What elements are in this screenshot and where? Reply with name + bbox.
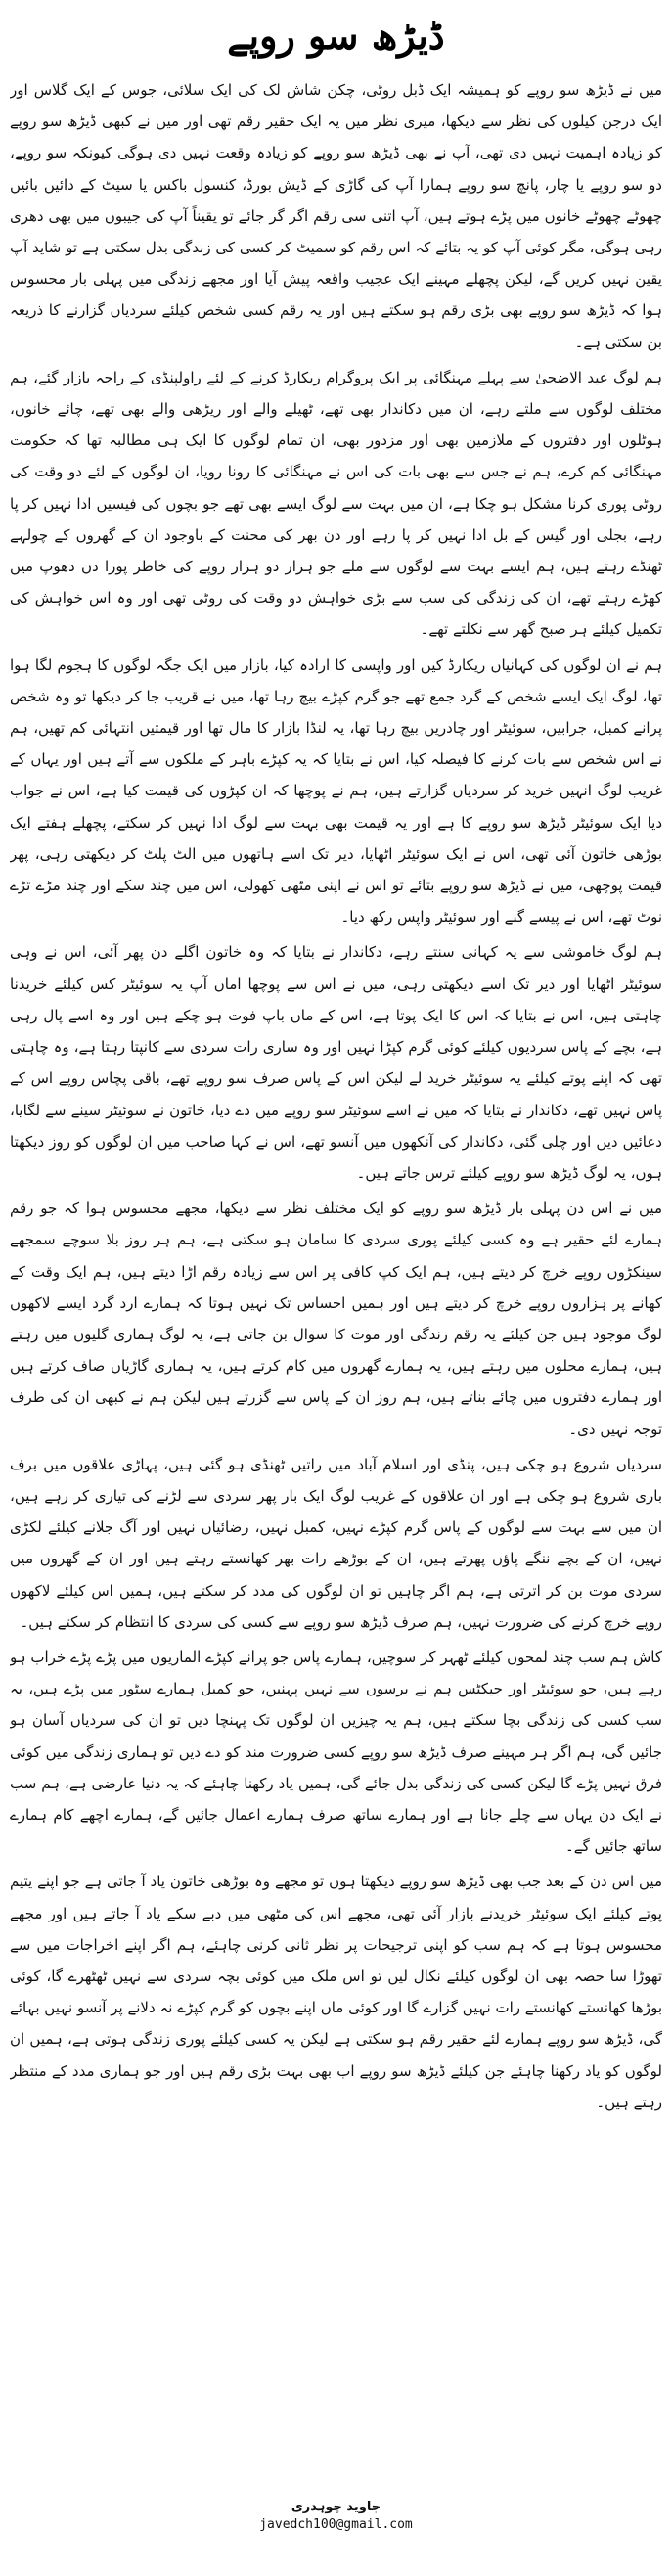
article-paragraph: ہم نے ان لوگوں کی کہانیاں ریکارڈ کیں اور واپسی کا ارادہ کیا، بازار میں ایک جگہ لوگوں کا ہجوم لگا ہوا تھا، لوگ ایک ایسے شخص کے گرد جمع تھے جو گرم کپڑے بیچ رہا تھا، میں نے قریب جا کر دیکھا تو وہ شخص پرانے کمبل، جرابیں، سوئیٹر اور چادریں بیچ رہا تھا، یہ لنڈا بازار کا مال تھا اور قیمتیں انتہائی کم تھیں، ہم نے اس شخص سے بات کرنے کا فیصلہ کیا، اس نے بتایا کہ یہ کپڑے باہر کے ملکوں سے آتے ہیں اور یہاں کے غریب لوگ انہیں خرید کر سردیاں گزارتے ہیں، ہم نے پوچھا کہ ان کپڑوں کی قیمت کیا ہے، اس نے جواب دیا ایک سوئیٹر ڈیڑھ سو روپے کا ہے اور یہ قیمت بھی بہت سے لوگ ادا نہیں کر سکتے، پچھلے ہفتے ایک بوڑھی خاتون آئی تھی، اس نے ایک سوئیٹر اٹھایا، دیر تک اسے ہاتھوں میں الٹ پلٹ کر دیکھتی رہی، پھر قیمت پوچھی، میں نے ڈیڑھ سو روپے بتائے تو اس نے اپنی مٹھی کھولی، اس میں چند سکے اور چند مڑے تڑے نوٹ تھے، اس نے پیسے گنے اور سوئیٹر واپس رکھ دیا۔: [10, 655, 662, 926]
article-paragraph: میں اس دن کے بعد جب بھی ڈیڑھ سو روپے دیکھتا ہوں تو مجھے وہ بوڑھی خاتون یاد آ جاتی ہے جو اپنے یتیم پوتے کیلئے ایک سوئیٹر خریدنے بازار آئی تھی، مجھے اس کی مٹھی میں دبے سکے یاد آ جاتے ہیں اور مجھے محسوس ہوتا ہے کہ ہم سب کو اپنی ترجیحات پر نظر ثانی کرنی چاہئے، ہم اگر اپنے اخراجات میں سے تھوڑا سا حصہ بھی ان لوگوں کیلئے نکال لیں تو اس ملک میں کوئی بچہ سردی سے نہیں ٹھٹھرے گا، کوئی بوڑھا کھانستے کھانستے رات نہیں گزارے گا اور کوئی ماں اپنے بچوں کو گرم کپڑے نہ دلانے پر آنسو نہیں بہائے گی، ڈیڑھ سو روپے ہمارے لئے حقیر رقم ہو سکتی ہے لیکن یہ کسی کیلئے پوری زندگی ہوتی ہے، ہمیں ان لوگوں کو یاد رکھنا چاہئے جن کیلئے ڈیڑھ سو روپے اب بھی بہت بڑی رقم ہیں اور جو ہماری مدد کے منتظر رہتے ہیں۔: [10, 1873, 662, 2111]
author-name: جاوید چوہدری: [291, 2500, 381, 2514]
author-email: javedch100@gmail.com: [259, 2517, 413, 2532]
article-body: [10, 74, 662, 2491]
article-title: ڈیڑھ سو روپے: [227, 14, 445, 58]
article-paragraph: ہم لوگ عید الاضحیٰ سے پہلے مہنگائی پر ایک پروگرام ریکارڈ کرنے کے لئے راولپنڈی کے راجہ بازار گئے، ہم مختلف لوگوں سے ملتے رہے، ان میں دکاندار بھی تھے، ٹھیلے والے اور ریڑھی والے بھی تھے، چائے خانوں، ہوٹلوں اور دفتروں کے ملازمین بھی اور مزدور بھی، ان تمام لوگوں کا ایک ہی مطالبہ تھا کہ حکومت مہنگائی کم کرے، ہم نے جس سے بھی بات کی اس نے مہنگائی کا رونا رویا، ان لوگوں کے لئے دو وقت کی روٹی پوری کرنا مشکل ہو چکا ہے، ان میں بہت سے لوگ ایسے بھی تھے جو بچوں کی فیسیں ادا نہیں کر پا رہے، بجلی اور گیس کے بل ادا نہیں کر پا رہے اور دن بھر کی محنت کے باوجود ان کے گھروں کے چولہے ٹھنڈے رہتے ہیں، ہم ایسے بہت سے لوگوں سے ملے جو ہزار دو ہزار روپے کی خاطر پورا دن دھوپ میں کھڑے رہتے تھے، ان کی زندگی کی سب سے بڑی خواہش دو وقت کی روٹی تھی اور وہ اس خواہش کی تکمیل کیلئے ہر صبح گھر سے نکلتے تھے۔: [10, 368, 662, 639]
byline: [10, 2499, 662, 2534]
article-paragraph: کاش ہم سب چند لمحوں کیلئے ٹھہر کر سوچیں، ہمارے پاس جو پرانے کپڑے الماریوں میں پڑے پڑے خراب ہو رہے ہیں، جو سوئیٹر اور جیکٹس ہم نے برسوں سے نہیں پہنیں، جو کمبل ہمارے سٹور میں پڑے ہیں، یہ سب کسی کی زندگی بچا سکتے ہیں، ہم یہ چیزیں ان لوگوں تک پہنچا دیں تو ان کی سردیاں آسان ہو جائیں گی، ہم اگر ہر مہینے صرف ڈیڑھ سو روپے کسی ضرورت مند کو دے دیں تو ہماری زندگی میں کوئی فرق نہیں پڑے گا لیکن کسی کی زندگی بدل جائے گی، ہمیں یاد رکھنا چاہئے کہ یہ دنیا عارضی ہے، ہم سب نے ایک دن یہاں سے چلے جانا ہے اور ہمارے ساتھ صرف ہمارے اعمال جائیں گے، ہمارے اچھے کام ہمارے ساتھ جائیں گے۔: [10, 1648, 662, 1856]
article-paragraph: سردیاں شروع ہو چکی ہیں، پنڈی اور اسلام آباد میں راتیں ٹھنڈی ہو گئی ہیں، پہاڑی علاقوں میں برف باری شروع ہو چکی ہے اور ان علاقوں کے غریب لوگ ایک بار پھر سردی سے لڑنے کی تیاری کر رہے ہیں، ان میں سے بہت سے لوگوں کے پاس گرم کپڑے نہیں، کمبل نہیں، رضائیاں نہیں اور آگ جلانے کیلئے لکڑی نہیں، ان کے بچے ننگے پاؤں پھرتے ہیں، ان کے بوڑھے رات بھر کھانستے رہتے ہیں اور ان کے گھروں میں سردی موت بن کر اترتی ہے، ہم اگر چاہیں تو ان لوگوں کی مدد کر سکتے ہیں، ہمیں اس کیلئے لاکھوں روپے خرچ کرنے کی ضرورت نہیں، ہم صرف ڈیڑھ سو روپے سے کسی کی سردی کا انتظام کر سکتے ہیں۔: [10, 1455, 662, 1631]
article-paragraph: ہم لوگ خاموشی سے یہ کہانی سنتے رہے، دکاندار نے بتایا کہ وہ خاتون اگلے دن پھر آئی، اس نے وہی سوئیٹر اٹھایا اور دیر تک اسے دیکھتی رہی، میں نے اس سے پوچھا اماں آپ یہ سوئیٹر کس کیلئے خریدنا چاہتی ہیں، اس نے بتایا کہ اس کا ایک پوتا ہے، اس کے ماں باپ فوت ہو چکے ہیں اور وہ اسے پال رہی ہے، بچے کے پاس سردیوں کیلئے کوئی گرم کپڑا نہیں اور وہ ساری رات سردی سے کانپتا رہتا ہے، وہ چاہتی تھی کہ اپنے پوتے کیلئے یہ سوئیٹر خرید لے لیکن اس کے پاس صرف سو روپے تھے، باقی پچاس روپے اس کے پاس نہیں تھے، دکاندار نے بتایا کہ میں نے اسے سوئیٹر سو روپے میں دے دیا، خاتون نے سوئیٹر سینے سے لگایا، دعائیں دیں اور چلی گئی، دکاندار کی آنکھوں میں آنسو تھے، اس نے کہا صاحب میں ان لوگوں کو روز دیکھتا ہوں، یہ لوگ ڈیڑھ سو روپے کیلئے ترس جاتے ہیں۔: [10, 943, 662, 1182]
article-paragraph: میں نے ڈیڑھ سو روپے کو ہمیشہ ایک ڈبل روٹی، چکن شاش لک کی ایک سلائی، جوس کے ایک گلاس اور ایک درجن کیلوں کی نظر سے دیکھا، میری نظر میں یہ ایک حقیر رقم تھی اور میں نے کبھی ڈیڑھ سو روپے کو زیادہ اہمیت نہیں دی تھی، آپ نے بھی ڈیڑھ سو روپے کو زیادہ وقعت نہیں دی ہوگی کیونکہ سو روپے، دو سو روپے یا چار، پانچ سو روپے ہمارا آپ کی گاڑی کے ڈیش بورڈ، کنسول باکس یا سیٹ کے دائیں بائیں چھوٹے چھوٹے خانوں میں پڑے ہوتے ہیں، آپ اتنی سی رقم اگر گر جائے تو یقیناً آپ کی جیبوں میں بھی دھری رہی ہوگی، مگر کوئی آپ کو یہ بتائے کہ اس رقم کو سمیٹ کر کسی کی زندگی بدل سکتی ہے تو شاید آپ یقین نہیں کریں گے، لیکن پچھلے مہینے ایک عجیب واقعہ پیش آیا اور مجھے زندگی میں پہلی بار محسوس ہوا کہ ڈیڑھ سو روپے بھی بڑی رقم ہو سکتے ہیں اور یہ رقم کسی شخص کیلئے سردیاں گزارنے کا ذریعہ بن سکتی ہے۔: [10, 81, 662, 351]
article-paragraph: میں نے اس دن پہلی بار ڈیڑھ سو روپے کو ایک مختلف نظر سے دیکھا، مجھے محسوس ہوا کہ جو رقم ہمارے لئے حقیر ہے وہ کسی کیلئے پوری سردی کا سامان ہو سکتی ہے، ہم ہر روز بلا سوچے سمجھے سینکڑوں روپے خرچ کر دیتے ہیں، ہم ایک کپ کافی پر اس سے زیادہ رقم اڑا دیتے ہیں، ہم ایک وقت کے کھانے پر ہزاروں روپے خرچ کر دیتے ہیں اور ہمیں احساس تک نہیں ہوتا کہ ہمارے ارد گرد ایسے لاکھوں لوگ موجود ہیں جن کیلئے یہ رقم زندگی اور موت کا سوال بن جاتی ہے، یہ لوگ ہماری گلیوں میں رہتے ہیں، ہمارے محلوں میں رہتے ہیں، یہ ہمارے گھروں میں کام کرتے ہیں، یہ ہماری گاڑیاں صاف کرتے ہیں اور ہمارے دفتروں میں چائے بناتے ہیں، ہم روز ان کے پاس سے گزرتے ہیں لیکن ہم نے کبھی ان کی طرف توجہ نہیں دی۔: [10, 1199, 662, 1438]
